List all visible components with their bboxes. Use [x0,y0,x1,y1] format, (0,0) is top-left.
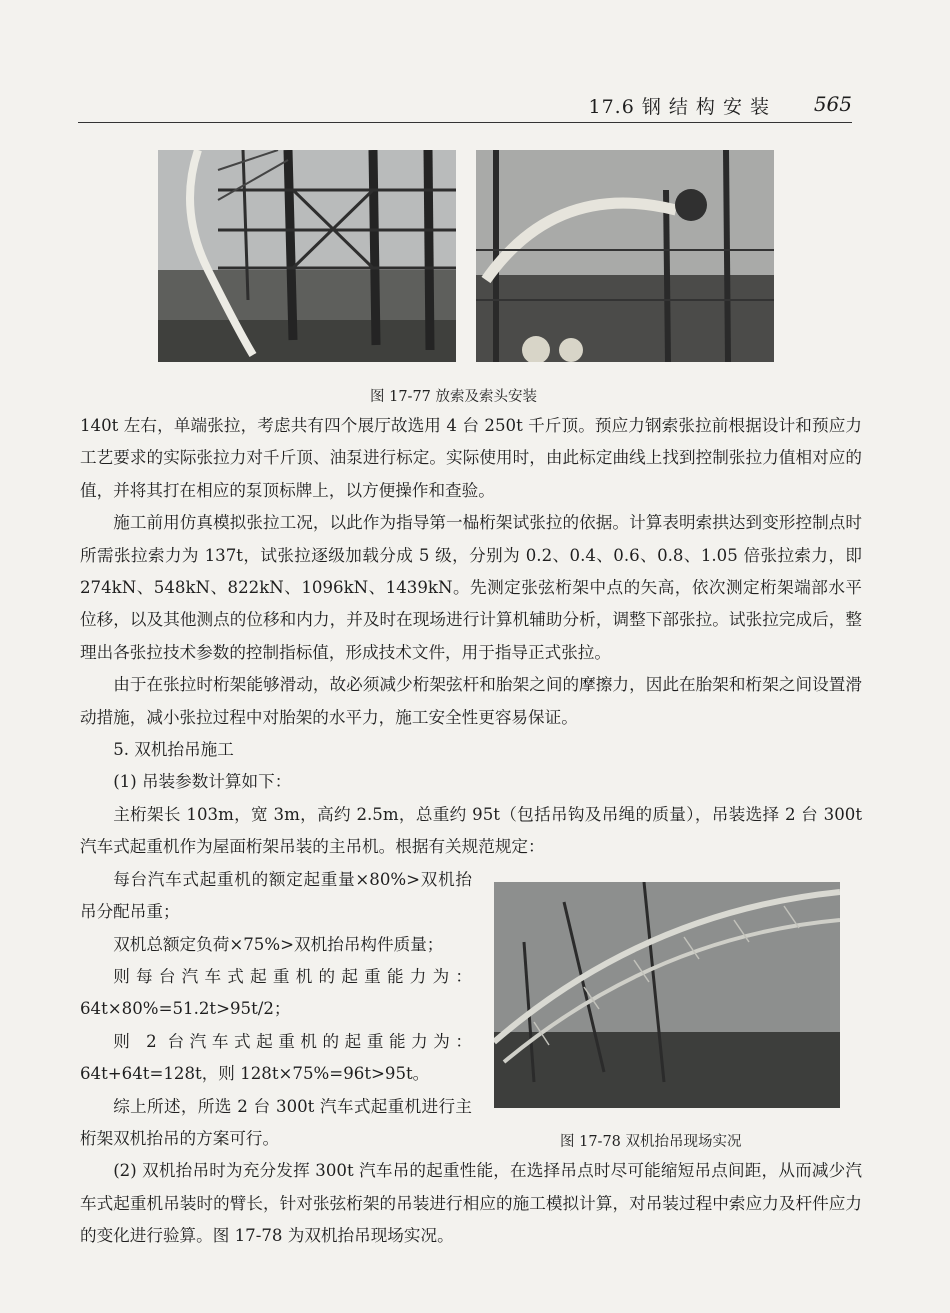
figure-17-77-caption: 图 17-77 放索及索头安装 [370,389,538,405]
paragraph-capacity-total: 则 2 台汽车式起重机的起重能力为：64t+64t=128t，则 128t×75%=96t>95t。 [80,1031,472,1084]
cable-head-install-photo-right [476,150,774,362]
paragraph-conclusion: 综上所述，所选 2 台 300t 汽车式起重机进行主桁架双机抬吊的方案可行。 [80,1096,472,1148]
paragraph-truss-params: 主桁架长 103m，宽 3m，高约 2.5m，总重约 95t（包括吊钩及吊绳的质量），吊装选择 2 台 300t 汽车式起重机作为屋面桁架吊装的主吊机。根据有关规范规定： [80,804,862,857]
subheading-1: (1) 吊装参数计算如下： [113,772,292,792]
page-number: 565 [813,92,852,116]
paragraph-rule-2: 双机总额定负荷×75%>双机抬吊构件质量； [113,934,444,954]
running-header [78,92,852,123]
figure-17-78-caption: 图 17-78 双机抬吊现场实况 [560,1134,742,1150]
section-heading-5: 5. 双机抬吊施工 [113,740,234,760]
paragraph-rule-1: 每台汽车式起重机的额定起重量×80%>双机抬吊分配吊重； [80,869,472,922]
section-title: 17.6 钢 结 构 安 装 [588,96,770,118]
paragraph-lift-simulation: (2) 双机抬吊时为充分发挥 300t 汽车吊的起重性能，在选择吊点时尽可能缩短吊点间距，从而减少汽车式起重机吊装时的臂长，针对张弦桁架的吊装进行相应的施工模拟计算，对吊装过程中索应力及杆件应力的变化进行验算。图 17-78 为双机抬吊现场实况。 [80,1161,862,1246]
cable-laying-photo-left [158,150,456,362]
paragraph-jack-selection: 140t 左右，单端张拉，考虑共有四个展厅故选用 4 台 250t 千斤顶。预应力钢索张拉前根据设计和预应力工艺要求的实际张拉力对千斤顶、油泵进行标定。实际使用时，由此标定曲线上找到控制张拉力值相对应的值，并将其打在相应的泵顶标牌上，以方便操作和查验。 [80,416,862,500]
paragraph-capacity-each: 则每台汽车式起重机的起重能力为：64t×80%=51.2t>95t/2； [80,966,472,1019]
paragraph-trial-tension: 施工前用仿真模拟张拉工况，以此作为指导第一榀桁架试张拉的依据。计算表明索拱达到变形控制点时所需张拉索力为 137t，试张拉逐级加载分成 5 级，分别为 0.2、0.4、0.6、0.8、1.05 倍张拉索力，即 274kN、548kN、822kN、1096kN、1439kN。先测定张弦桁架中点的矢高，依次测定桁架端部水平位移，以及其他测点的位移和内力，并及时在现场进行计算机辅助分析，调整下部张拉。试张拉完成后，整理出各张拉技术参数的控制指标值，形成技术文件，用于指导正式张拉。 [80,513,862,662]
body-text [80,410,862,1253]
paragraph-sliding-measures: 由于在张拉时桁架能够滑动，故必须减少桁架弦杆和胎架之间的摩擦力，因此在胎架和桁架之间设置滑动措施，减小张拉过程中对胎架的水平力，施工安全性更容易保证。 [80,675,862,727]
